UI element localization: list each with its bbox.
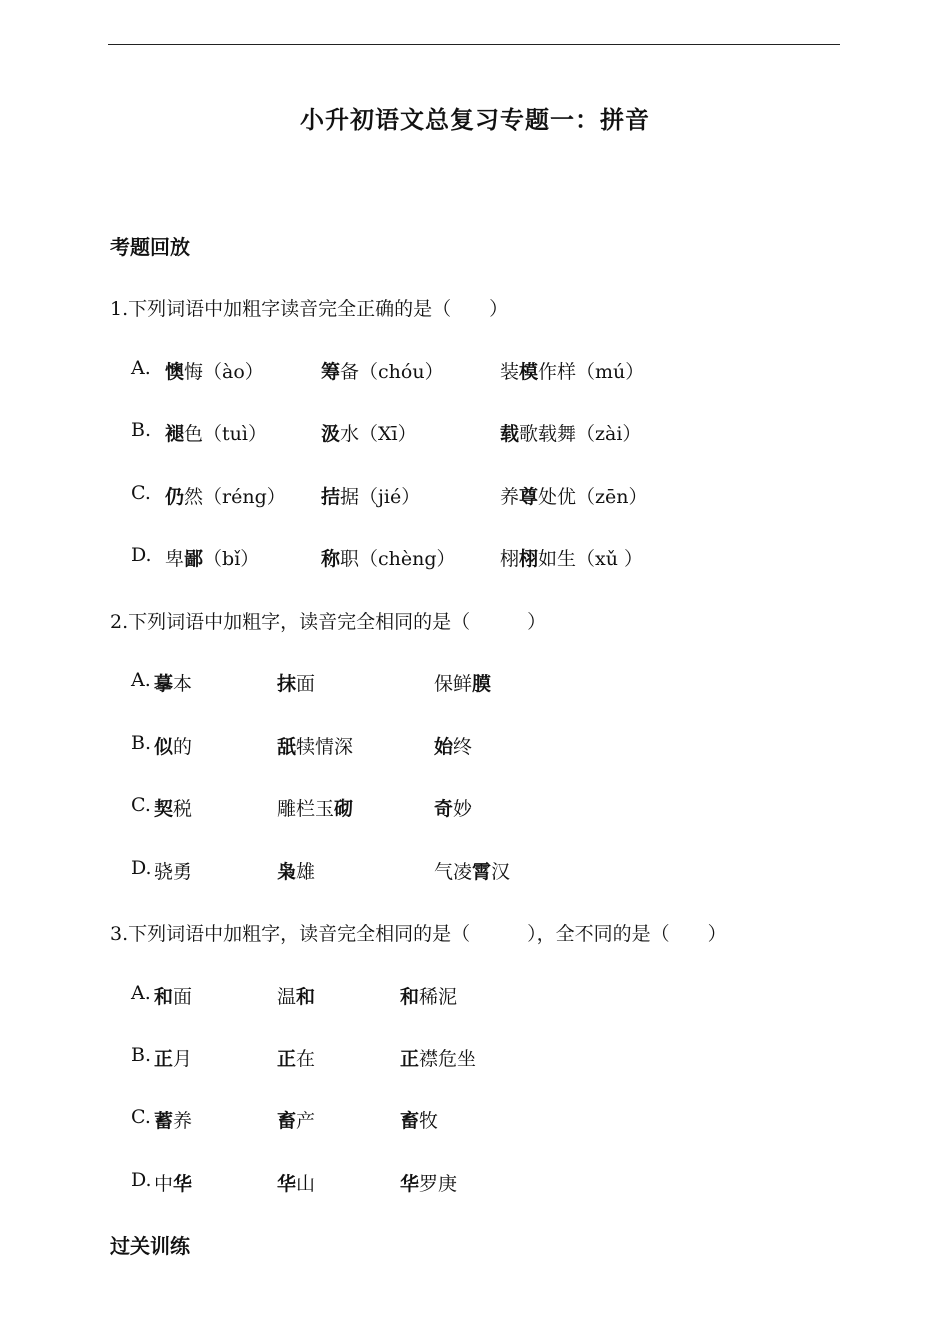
q2-option-b-word-3: 始终 [434, 736, 473, 758]
q3-option-b-word-2: 正在 [277, 1048, 316, 1070]
q3-option-c-label: C. [131, 1106, 151, 1128]
q1-option-a-word-2: 筹备（chóu） [321, 361, 444, 383]
section-heading-training: 过关训练 [110, 1234, 190, 1258]
q1-option-d-label: D. [131, 544, 152, 566]
q1-option-c-word-1: 仍然（réng） [165, 486, 286, 508]
question-3-stem: 3.下列词语中加粗字，读音完全相同的是（ ），全不同的是（ ） [110, 923, 727, 945]
q3-option-a-word-3: 和稀泥 [400, 986, 458, 1008]
q3-option-b-word-1: 正月 [154, 1048, 193, 1070]
q3-option-d-word-2: 华山 [277, 1173, 316, 1195]
q2-option-a-word-3: 保鲜膜 [434, 673, 492, 695]
q3-option-b-word-3: 正襟危坐 [400, 1048, 477, 1070]
q1-option-b-word-3: 载歌载舞（zài） [500, 423, 642, 445]
q3-option-a-label: A. [131, 982, 151, 1004]
q2-option-a-word-2: 抹面 [277, 673, 316, 695]
q1-option-d-word-3: 栩栩如生（xǔ ） [500, 548, 644, 570]
q2-option-c-label: C. [131, 794, 151, 816]
q2-option-b-word-1: 似的 [154, 736, 193, 758]
q3-option-d-word-3: 华罗庚 [400, 1173, 458, 1195]
q2-option-b-word-2: 舐犊情深 [277, 736, 354, 758]
q2-option-a-word-1: 摹本 [154, 673, 193, 695]
q1-option-a-word-3: 装模作样（mú） [500, 361, 645, 383]
q3-option-c-word-2: 畜产 [277, 1110, 316, 1132]
q2-option-c-word-1: 契税 [154, 798, 193, 820]
q2-option-a-label: A. [131, 669, 151, 691]
q3-option-b-label: B. [131, 1044, 152, 1066]
q2-option-d-label: D. [131, 857, 152, 879]
q1-option-a-label: A. [131, 357, 151, 379]
question-2-stem: 2.下列词语中加粗字，读音完全相同的是（ ） [110, 611, 547, 633]
q1-option-c-word-2: 拮据（jié） [321, 486, 421, 508]
q1-option-b-word-2: 汲水（Xī） [321, 423, 417, 445]
q3-option-d-word-1: 中华 [154, 1173, 193, 1195]
header-rule [108, 44, 840, 45]
q3-option-c-word-1: 蓄养 [154, 1110, 193, 1132]
q2-option-b-label: B. [131, 732, 152, 754]
q1-option-d-word-2: 称职（chèng） [321, 548, 456, 570]
q2-option-c-word-3: 奇妙 [434, 798, 473, 820]
q1-option-c-word-3: 养尊处优（zēn） [500, 486, 648, 508]
section-heading-review: 考题回放 [110, 235, 190, 259]
q1-option-c-label: C. [131, 482, 151, 504]
q2-option-d-word-2: 枭雄 [277, 861, 316, 883]
q3-option-a-word-2: 温和 [277, 986, 316, 1008]
q2-option-c-word-2: 雕栏玉砌 [277, 798, 354, 820]
page-title: 小升初语文总复习专题一：拼音 [300, 106, 650, 134]
question-1-stem: 1.下列词语中加粗字读音完全正确的是（ ） [110, 298, 509, 320]
q1-option-d-word-1: 卑鄙（bǐ） [165, 548, 260, 570]
q1-option-b-word-1: 褪色（tuì） [165, 423, 267, 445]
q3-option-a-word-1: 和面 [154, 986, 193, 1008]
q1-option-a-word-1: 懊悔（ào） [165, 361, 264, 383]
q3-option-c-word-3: 畜牧 [400, 1110, 439, 1132]
q3-option-d-label: D. [131, 1169, 152, 1191]
q1-option-b-label: B. [131, 419, 152, 441]
q2-option-d-word-3: 气凌霄汉 [434, 861, 511, 883]
q2-option-d-word-1: 骁勇 [154, 861, 193, 883]
